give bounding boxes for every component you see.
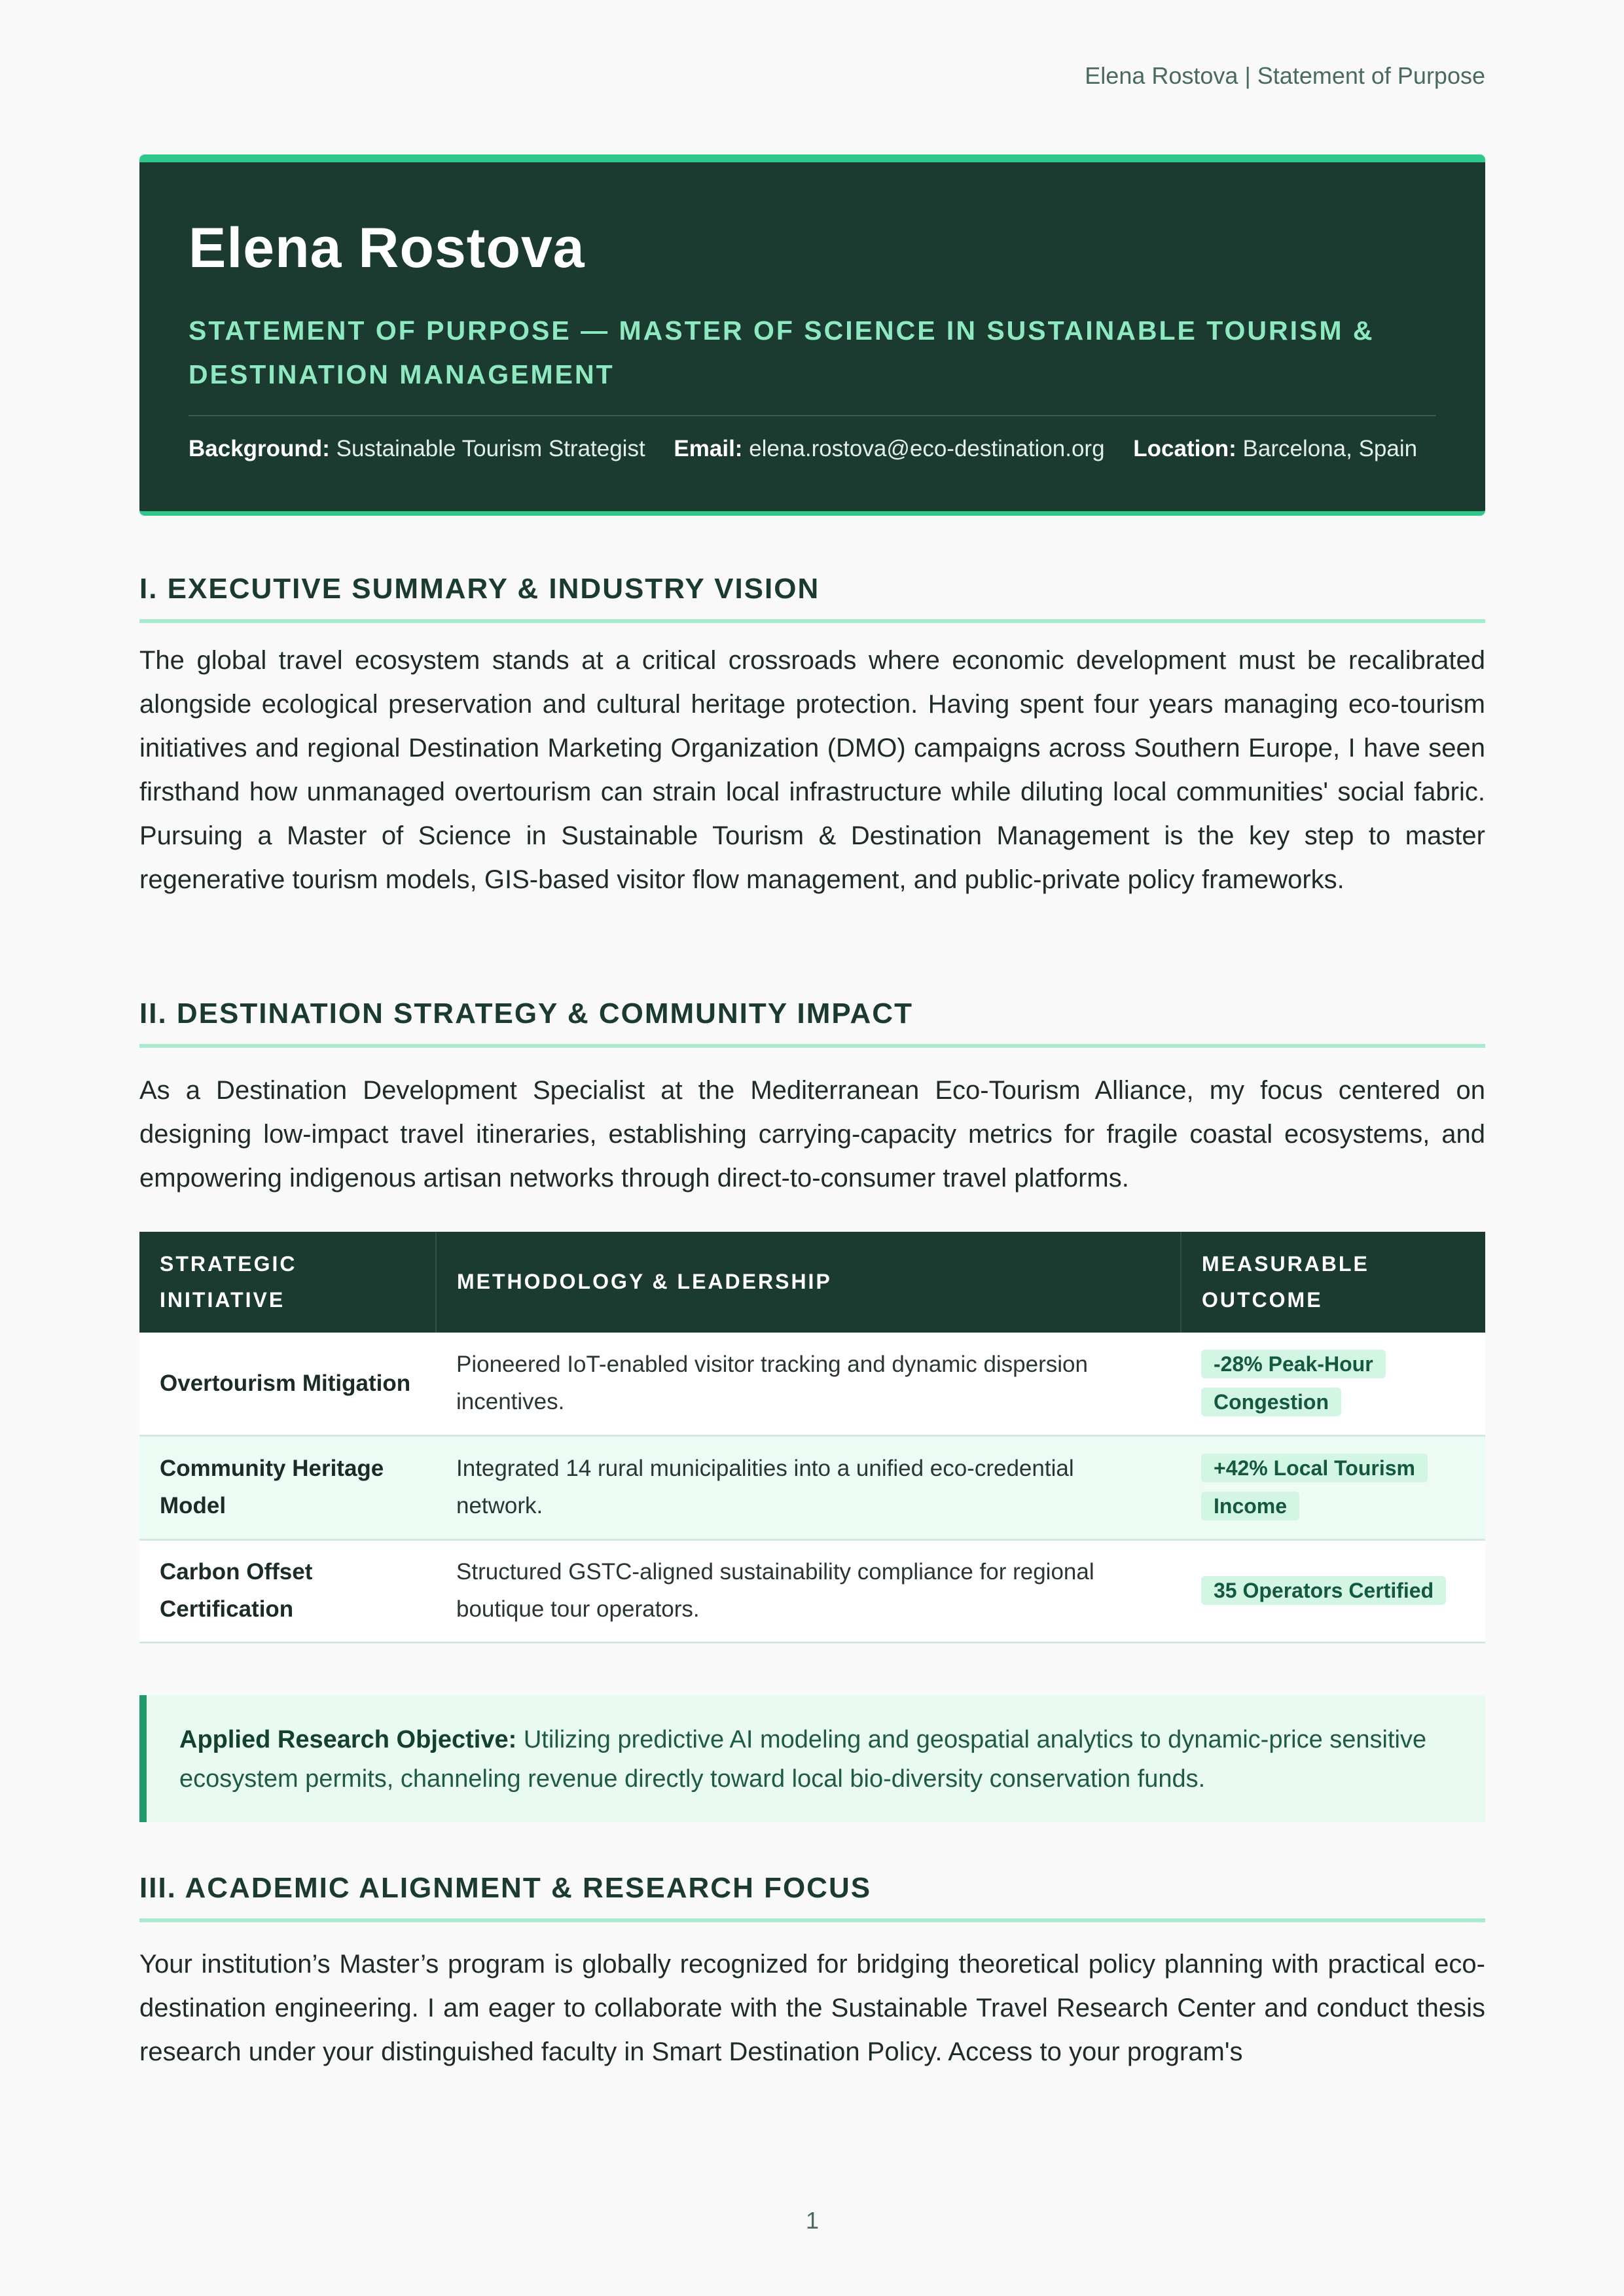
- document-subtitle: STATEMENT OF PURPOSE — MASTER OF SCIENCE IN SUSTAINABLE TOURISM & DESTINATION MANAGEMENT: [189, 315, 1375, 389]
- location-value: Barcelona, Spain: [1242, 436, 1418, 461]
- section-heading-destination-strategy: II. DESTINATION STRATEGY & COMMUNITY IMPACT: [139, 999, 1485, 1048]
- table-row: [139, 1333, 1485, 1436]
- column-header-outcome: MEASURABLE OUTCOME: [1181, 1232, 1485, 1333]
- background-info: [189, 436, 645, 461]
- section-body-executive-summary: The global travel ecosystem stands at a critical crossroads where economic development must be recalibrated alongside ecological preservation and cultural heritage protection. Having spent four years managing eco-tourism initiatives and regional Destination Marketing Organization (DMO) campaigns across Southern Europe, I have seen firsthand how unmanaged overtourism can strain local infrastructure while diluting local communities' social fabric. Pursuing a Master of Science in Sustainable Tourism & Destination Management is the key step to master regenerative tourism models, GIS-based visitor flow management, and public-private policy frameworks.: [139, 646, 1485, 894]
- background-label: Background:: [189, 436, 330, 461]
- column-header-initiative: STRATEGIC INITIATIVE: [139, 1232, 436, 1333]
- email-label: Email:: [674, 436, 743, 461]
- hero-banner: [139, 154, 1485, 516]
- research-objective-callout: [139, 1695, 1485, 1822]
- contact-info: [189, 436, 1417, 462]
- initiative-cell: Carbon Offset Certification: [139, 1540, 436, 1643]
- column-header-methodology: METHODOLOGY & LEADERSHIP: [436, 1232, 1181, 1333]
- background-value: Sustainable Tourism Strategist: [336, 436, 645, 461]
- outcome-badge: +42% Local Tourism Income: [1201, 1454, 1428, 1520]
- outcome-cell: [1181, 1333, 1485, 1436]
- outcome-cell: [1181, 1540, 1485, 1643]
- outcome-cell: [1181, 1436, 1485, 1540]
- methodology-cell: Integrated 14 rural municipalities into a unified eco-credential network.: [436, 1436, 1181, 1540]
- table-row: [139, 1540, 1485, 1643]
- section-heading-academic-alignment: III. ACADEMIC ALIGNMENT & RESEARCH FOCUS: [139, 1874, 1485, 1922]
- email-info: [674, 436, 1104, 461]
- outcome-badge: 35 Operators Certified: [1201, 1576, 1446, 1605]
- table-row: [139, 1436, 1485, 1540]
- section-body-academic-alignment: Your institution’s Master’s program is globally recognized for bridging theoretical policy planning with practical eco-destination engineering. I am eager to collaborate with the Sustainable Travel Research Center and conduct thesis research under your distinguished faculty in Smart Destination Policy. Access to your program's: [139, 1950, 1485, 2066]
- callout-text: Utilizing predictive AI modeling and geospatial analytics to dynamic-price sensitive ecosystem permits, channeling revenue directly toward local bio-diversity conservation funds.: [179, 1726, 1427, 1793]
- callout-label: Applied Research Objective:: [179, 1726, 517, 1753]
- location-info: [1133, 436, 1417, 461]
- initiative-cell: Overtourism Mitigation: [139, 1333, 436, 1436]
- running-header: Elena Rostova | Statement of Purpose: [1085, 62, 1485, 89]
- section-heading-executive-summary: I. EXECUTIVE SUMMARY & INDUSTRY VISION: [139, 575, 1485, 623]
- hero-divider: [189, 415, 1436, 416]
- section-body-destination-strategy: As a Destination Development Specialist at the Mediterranean Eco-Tourism Alliance, my focus centered on designing low-impact travel itineraries, establishing carrying-capacity metrics for fragile coastal ecosystems, and empowering indigenous artisan networks through direct-to-consumer travel platforms.: [139, 1076, 1485, 1193]
- methodology-cell: Pioneered IoT-enabled visitor tracking and dynamic dispersion incentives.: [436, 1333, 1181, 1436]
- outcome-badge: -28% Peak-Hour Congestion: [1201, 1350, 1386, 1416]
- email-value: elena.rostova@eco-destination.org: [749, 436, 1105, 461]
- initiatives-table: [139, 1232, 1485, 1643]
- initiative-cell: Community Heritage Model: [139, 1436, 436, 1540]
- location-label: Location:: [1133, 436, 1236, 461]
- methodology-cell: Structured GSTC-aligned sustainability compliance for regional boutique tour operators.: [436, 1540, 1181, 1643]
- page-number: 1: [805, 2207, 820, 2234]
- table-header-row: [139, 1232, 1485, 1333]
- applicant-name: Elena Rostova: [189, 217, 585, 279]
